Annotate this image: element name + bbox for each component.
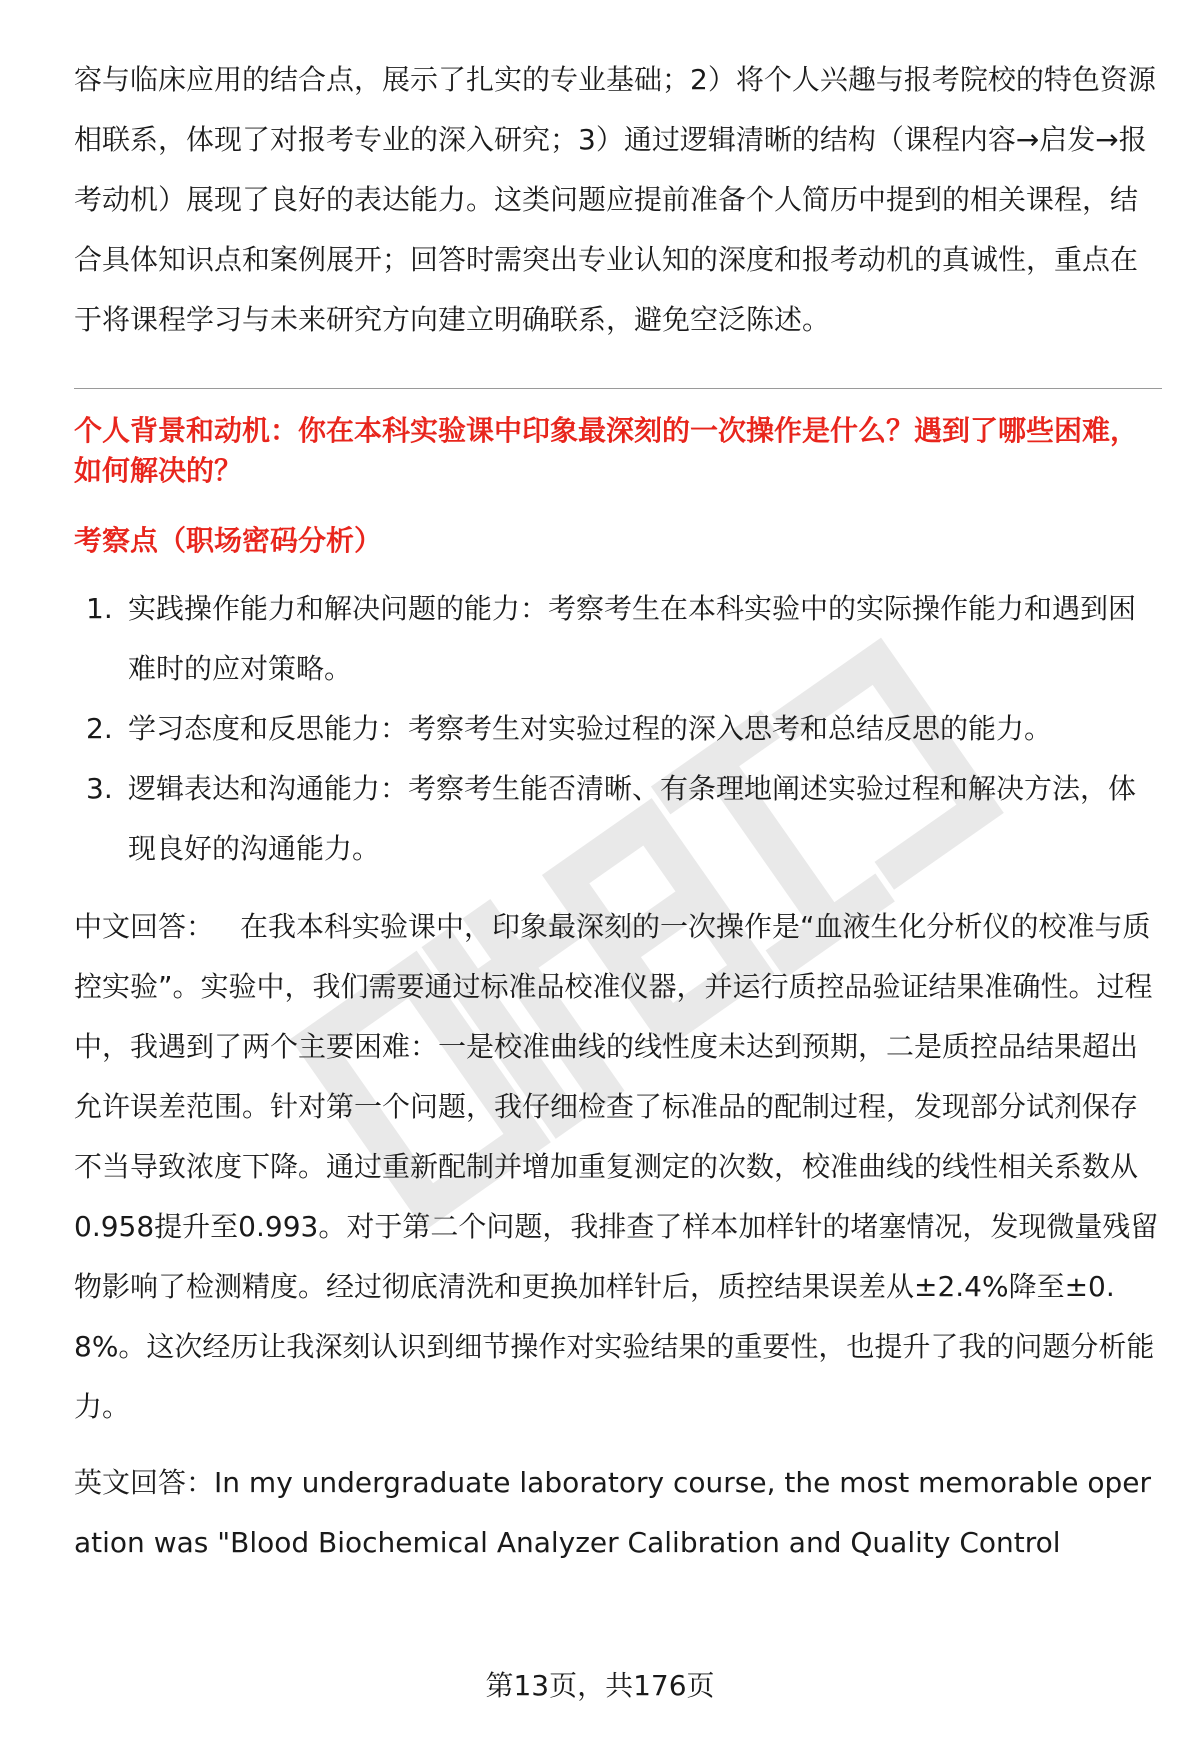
list-item-number: 3. [86,772,113,805]
list-item-number: 2. [86,712,113,745]
english-answer-text: In my undergraduate laboratory course, the most memorable operation was "Blood Biochemical Analyzer Calibration and Quality Control [74,1466,1152,1559]
question-heading: 个人背景和动机：你在本科实验课中印象最深刻的一次操作是什么？遇到了哪些困难，如何解决的？ [74,414,1139,487]
list-item-number: 1. [86,592,113,625]
english-answer-label: 英文回答： [74,1466,215,1499]
list-item-text: 学习态度和反思能力：考察考生对实验过程的深入思考和总结反思的能力。 [128,712,1053,745]
assessment-heading: 考察点（职场密码分析） [74,524,383,557]
chinese-answer [74,897,1162,1437]
english-answer [74,1453,1162,1573]
chinese-answer-text: 在我本科实验课中，印象最深刻的一次操作是“血液生化分析仪的校准与质控实验”。实验中，我们需要通过标准品校准仪器，并运行质控品验证结果准确性。过程中，我遇到了两个主要困难：一是校准曲线的线性度未达到预期，二是质控品结果超出允许误差范围。针对第一个问题，我仔细检查了标准品的配制过程，发现部分试剂保存不当导致浓度下降。通过重新配制并增加重复测定的次数，校准曲线的线性相关系数从0.958提升至0.993。对于第二个问题，我排查了样本加样针的堵塞情况，发现微量残留物影响了检测精度。经过彻底清洗和更换加样针后，质控结果误差从±2.4%降至±0.8%。这次经历让我深刻认识到细节操作对实验结果的重要性，也提升了我的问题分析能力。 [74,910,1159,1423]
page-content [74,50,1162,1573]
chinese-answer-label: 中文回答： [74,910,215,943]
assessment-points-list [74,579,1162,879]
list-item [74,759,1162,879]
list-item-text: 逻辑表达和沟通能力：考察考生能否清晰、有条理地阐述实验过程和解决方法，体现良好的沟通能力。 [128,772,1137,865]
intro-paragraph: 容与临床应用的结合点，展示了扎实的专业基础；2）将个人兴趣与报考院校的特色资源相联系，体现了对报考专业的深入研究；3）通过逻辑清晰的结构（课程内容→启发→报考动机）展现了良好的表达能力。这类问题应提前准备个人简历中提到的相关课程，结合具体知识点和案例展开；回答时需突出专业认知的深度和报考动机的真诚性，重点在于将课程学习与未来研究方向建立明确联系，避免空泛陈述。 [74,63,1156,336]
list-item [74,579,1162,699]
list-item [74,699,1162,759]
list-item-text: 实践操作能力和解决问题的能力：考察考生在本科实验中的实际操作能力和遇到困难时的应对策略。 [128,592,1137,685]
page-footer: 第13页，共176页 [485,1669,715,1702]
section-divider [74,388,1162,389]
